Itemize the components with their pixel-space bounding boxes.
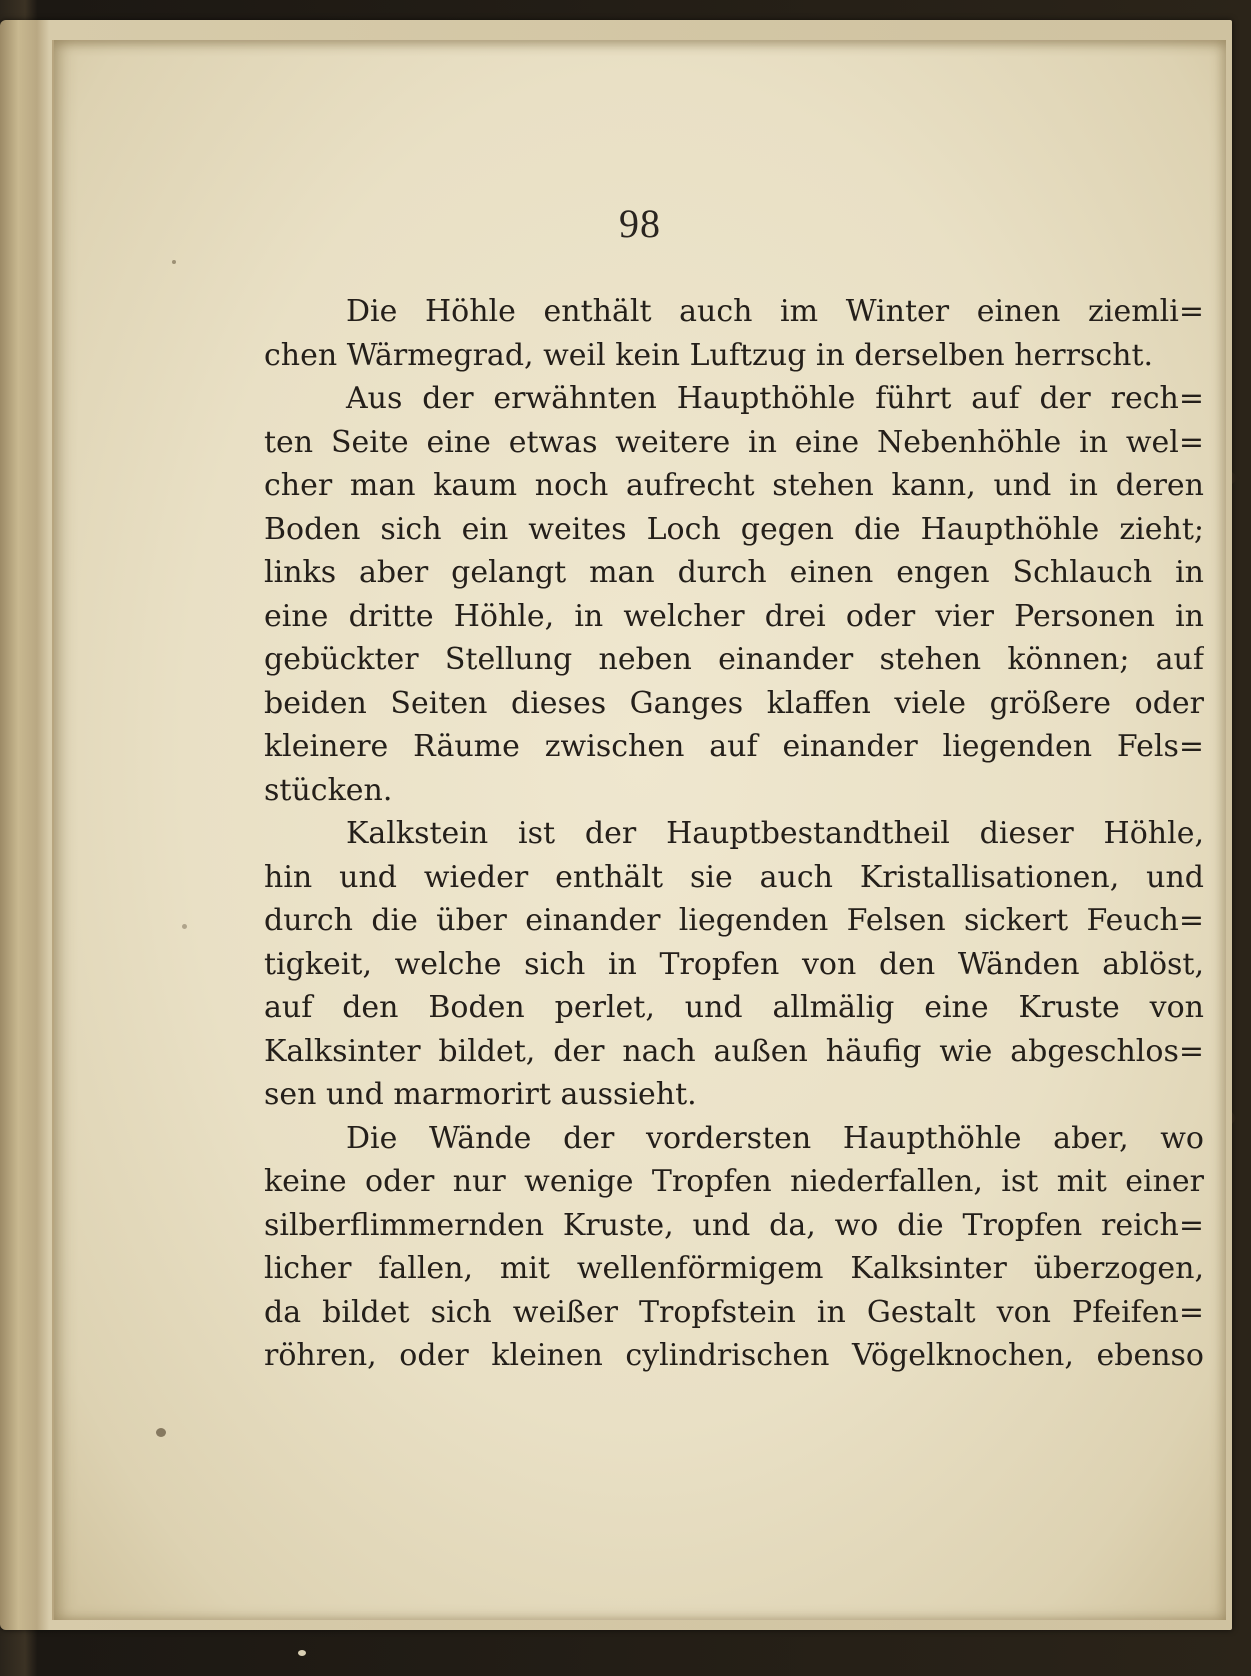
paragraph bbox=[264, 290, 1204, 377]
paragraph bbox=[264, 812, 1204, 1117]
text-line: sen und marmorirt aussieht. bbox=[264, 1077, 697, 1112]
text-line: cher man kaum noch aufrecht stehen kann, und in deren bbox=[264, 468, 1204, 503]
text-line: Kalksinter bildet, der nach außen häufig wie abgeschlos= bbox=[264, 1033, 1204, 1069]
ink-smudge bbox=[156, 1428, 166, 1437]
ink-smudge bbox=[182, 924, 187, 929]
text-line: Aus der erwähnten Haupthöhle führt auf der rech= bbox=[346, 381, 1204, 416]
text-line: durch die über einander liegenden Felsen sickert Feuch= bbox=[264, 903, 1204, 938]
text-line: Die Wände der vordersten Haupthöhle aber, wo bbox=[346, 1120, 1204, 1156]
text-line: tigkeit, welche sich in Tropfen von den Wänden ablöst, bbox=[264, 946, 1204, 982]
paper-speck bbox=[172, 260, 176, 264]
text-line: röhren, oder kleinen cylindrischen Vögelknochen, ebenso bbox=[264, 1338, 1204, 1373]
text-line: Die Höhle enthält auch im Winter einen ziemli= bbox=[346, 294, 1204, 329]
text-line: auf den Boden perlet, und allmälig eine Kruste von bbox=[264, 990, 1204, 1025]
text-line: links aber gelangt man durch einen engen Schlauch in bbox=[264, 555, 1204, 590]
text-line: silberflimmernden Kruste, und da, wo die Tropfen reich= bbox=[264, 1207, 1204, 1243]
text-line: beiden Seiten dieses Ganges klaffen viele größere oder bbox=[264, 685, 1204, 721]
page-number: 98 bbox=[619, 201, 661, 246]
text-line: Boden sich ein weites Loch gegen die Haupthöhle zieht; bbox=[264, 511, 1204, 547]
body-text bbox=[264, 290, 1204, 1378]
text-line: keine oder nur wenige Tropfen niederfallen, ist mit einer bbox=[264, 1164, 1204, 1199]
text-line: hin und wieder enthält sie auch Kristallisationen, und bbox=[264, 859, 1204, 895]
text-line: licher fallen, mit wellenförmigem Kalksinter überzogen, bbox=[264, 1251, 1204, 1286]
paragraph bbox=[264, 377, 1204, 812]
page-edge-mark bbox=[1232, 1112, 1237, 1124]
ink-smudge bbox=[298, 1650, 306, 1656]
text-line: kleinere Räume zwischen auf einander liegenden Fels= bbox=[264, 729, 1204, 764]
text-line: chen Wärmegrad, weil kein Luftzug in derselben herrscht. bbox=[264, 337, 1154, 373]
book-page bbox=[52, 40, 1226, 1620]
text-line: stücken. bbox=[264, 772, 393, 808]
text-line: eine dritte Höhle, in welcher drei oder vier Personen in bbox=[264, 598, 1204, 634]
text-line: gebückter Stellung neben einander stehen können; auf bbox=[264, 642, 1204, 677]
text-line: Kalkstein ist der Hauptbestandtheil dieser Höhle, bbox=[346, 816, 1204, 851]
text-line: da bildet sich weißer Tropfstein in Gestalt von Pfeifen= bbox=[264, 1294, 1204, 1330]
page-edge-mark bbox=[1232, 472, 1240, 484]
paragraph bbox=[264, 1117, 1204, 1378]
text-line: ten Seite eine etwas weitere in eine Nebenhöhle in wel= bbox=[264, 424, 1204, 460]
